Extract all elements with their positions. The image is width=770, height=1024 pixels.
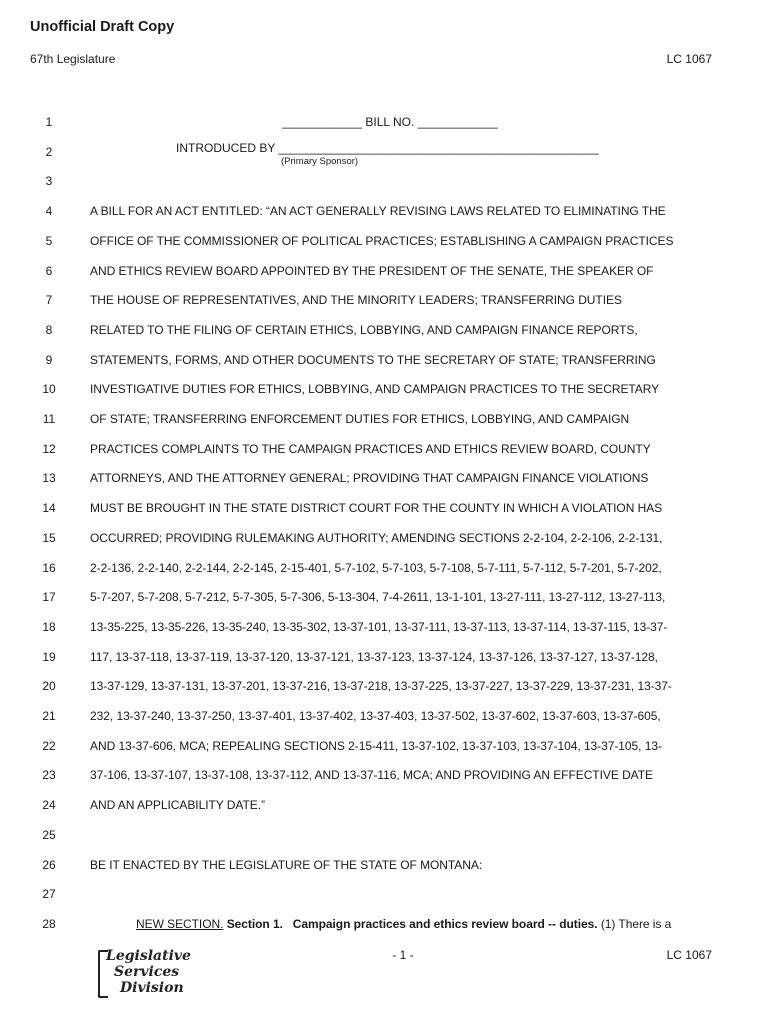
lc-number-footer: LC 1067 xyxy=(666,948,712,962)
bill-text-line: 37-106, 13-37-107, 13-37-108, 13-37-112, AND 13-37-116, MCA; AND PROVIDING AN EFFECTIVE DATE xyxy=(90,768,653,782)
bill-text-line: AND ETHICS REVIEW BOARD APPOINTED BY THE PRESIDENT OF THE SENATE, THE SPEAKER OF xyxy=(90,264,654,278)
bill-text-line: 13-35-225, 13-35-226, 13-35-240, 13-35-302, 13-37-101, 13-37-111, 13-37-113, 13-37-114, 13-37-115, 13-37- xyxy=(90,620,668,634)
line-number: 27 xyxy=(42,887,56,901)
bill-text-line: AND AN APPLICABILITY DATE.” xyxy=(90,798,265,812)
bill-text-line: THE HOUSE OF REPRESENTATIVES, AND THE MINORITY LEADERS; TRANSFERRING DUTIES xyxy=(90,293,622,307)
section-number: Section 1. xyxy=(226,917,283,931)
line-number: 28 xyxy=(42,917,56,931)
line-number: 6 xyxy=(45,264,53,278)
bill-text-line: 232, 13-37-240, 13-37-250, 13-37-401, 13-37-402, 13-37-403, 13-37-502, 13-37-602, 13-37-603, 13-37-605, xyxy=(90,709,661,723)
bill-text-line: BE IT ENACTED BY THE LEGISLATURE OF THE STATE OF MONTANA: xyxy=(90,858,483,872)
section-title: Campaign practices and ethics review board -- duties. xyxy=(292,917,598,931)
line-number: 20 xyxy=(42,679,56,693)
bill-text-line: 5-7-207, 5-7-208, 5-7-212, 5-7-305, 5-7-306, 5-13-304, 7-4-2611, 13-1-101, 13-27-111, 13-27-112, 13-27-113, xyxy=(90,590,666,604)
logo-word: Legislative xyxy=(106,948,191,964)
line-number: 18 xyxy=(42,620,56,634)
primary-sponsor-label: (Primary Sponsor) xyxy=(281,156,359,167)
legislative-services-division-logo xyxy=(98,948,190,1000)
line-number: 26 xyxy=(42,858,56,872)
line-number: 9 xyxy=(45,353,53,367)
bill-text-line: A BILL FOR AN ACT ENTITLED: “AN ACT GENERALLY REVISING LAWS RELATED TO ELIMINATING THE xyxy=(90,204,666,218)
line-number: 22 xyxy=(42,739,56,753)
line-number: 14 xyxy=(42,501,56,515)
bill-text-line: OCCURRED; PROVIDING RULEMAKING AUTHORITY; AMENDING SECTIONS 2-2-104, 2-2-106, 2-2-131, xyxy=(90,531,663,545)
logo-word: Services xyxy=(114,964,180,980)
lc-number-header: LC 1067 xyxy=(666,52,712,66)
line-number: 1 xyxy=(45,115,53,129)
line-number: 8 xyxy=(45,323,53,337)
line-number: 10 xyxy=(42,382,56,396)
new-section-label: NEW SECTION. xyxy=(136,917,224,931)
bill-text-line: INVESTIGATIVE DUTIES FOR ETHICS, LOBBYING, AND CAMPAIGN PRACTICES TO THE SECRETARY xyxy=(90,382,660,396)
line-number: 2 xyxy=(45,145,53,159)
section-1-line xyxy=(136,917,716,931)
bill-text-line: STATEMENTS, FORMS, AND OTHER DOCUMENTS TO THE SECRETARY OF STATE; TRANSFERRING xyxy=(90,353,656,367)
bill-text-line: 13-37-129, 13-37-131, 13-37-201, 13-37-216, 13-37-218, 13-37-225, 13-37-227, 13-37-229, 13-37-231, 13-37- xyxy=(90,679,672,693)
line-number: 12 xyxy=(42,442,56,456)
line-number: 17 xyxy=(42,590,56,604)
line-number: 7 xyxy=(45,293,53,307)
line-number: 25 xyxy=(42,828,56,842)
line-number: 21 xyxy=(42,709,56,723)
bill-text-line: ATTORNEYS, AND THE ATTORNEY GENERAL; PROVIDING THAT CAMPAIGN FINANCE VIOLATIONS xyxy=(90,471,649,485)
line-number: 5 xyxy=(45,234,53,248)
bill-text-line: MUST BE BROUGHT IN THE STATE DISTRICT COURT FOR THE COUNTY IN WHICH A VIOLATION HAS xyxy=(90,501,663,515)
line-number: 19 xyxy=(42,650,56,664)
page-title: Unofficial Draft Copy xyxy=(30,19,175,35)
logo-word: Division xyxy=(120,980,184,996)
bill-text-line: OF STATE; TRANSFERRING ENFORCEMENT DUTIES FOR ETHICS, LOBBYING, AND CAMPAIGN xyxy=(90,412,630,426)
bill-text-line: PRACTICES COMPLAINTS TO THE CAMPAIGN PRACTICES AND ETHICS REVIEW BOARD, COUNTY xyxy=(90,442,651,456)
bill-text-line: AND 13-37-606, MCA; REPEALING SECTIONS 2-15-411, 13-37-102, 13-37-103, 13-37-104, 13-37-105, 13- xyxy=(90,739,662,753)
line-number: 11 xyxy=(42,412,56,426)
line-number: 15 xyxy=(42,531,56,545)
bill-text-line: RELATED TO THE FILING OF CERTAIN ETHICS, LOBBYING, AND CAMPAIGN FINANCE REPORTS, xyxy=(90,323,638,337)
section-text: (1) There is a xyxy=(600,917,672,931)
line-number: 23 xyxy=(42,768,56,782)
line-number: 16 xyxy=(42,561,56,575)
legislature-session: 67th Legislature xyxy=(30,52,116,66)
bill-text-line: OFFICE OF THE COMMISSIONER OF POLITICAL PRACTICES; ESTABLISHING A CAMPAIGN PRACTICES xyxy=(90,234,674,248)
line-number: 3 xyxy=(45,174,53,188)
line-number: 4 xyxy=(45,204,53,218)
bill-number-line: ____________ BILL NO. ____________ xyxy=(282,115,498,129)
introduced-by-line: INTRODUCED BY ________________________________________________ xyxy=(176,141,599,155)
bill-text-line: 2-2-136, 2-2-140, 2-2-144, 2-2-145, 2-15-401, 5-7-102, 5-7-103, 5-7-108, 5-7-111, 5-7-112, 5-7-201, 5-7-202, xyxy=(90,561,662,575)
line-number: 24 xyxy=(42,798,56,812)
page-number: - 1 - xyxy=(392,948,414,962)
bill-text-line: 117, 13-37-118, 13-37-119, 13-37-120, 13-37-121, 13-37-123, 13-37-124, 13-37-126, 13-37-127, 13-37-128, xyxy=(90,650,658,664)
line-number: 13 xyxy=(42,471,56,485)
